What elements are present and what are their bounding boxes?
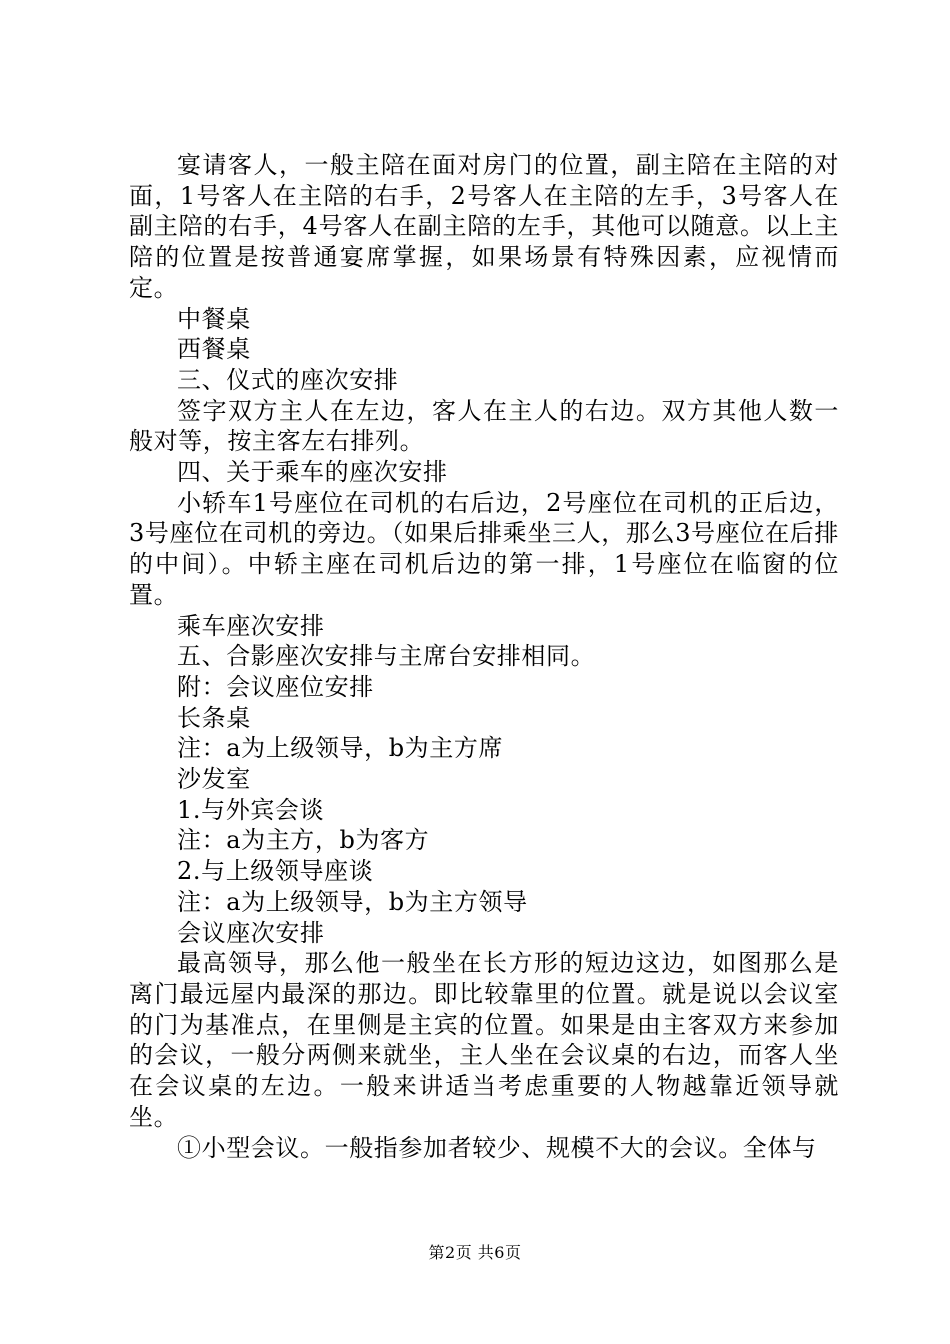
label-sofa-room: 沙发室 xyxy=(177,765,251,794)
paragraph-banquet-seating: 宴请客人，一般主陪在面对房门的位置，副主陪在主陪的对面，1号客人在主陪的右手，2号客人在主陪的左手，3号客人在副主陪的右手，4号客人在副主陪的左手，其他可以随意。以上主陪的位置是按普通宴席掌握，如果场景有特殊因素，应视情而定。 xyxy=(129,151,839,302)
page-footer: 第2页 共6页 xyxy=(428,1243,522,1262)
paragraph-meeting-seating: 最高领导，那么他一般坐在长方形的短边这边，如图那么是离门最远屋内最深的那边。即比较靠里的位置。就是说以会议室的门为基准点，在里侧是主宾的位置。如果是由主客双方来参加的会议，一般分两侧来就坐，主人坐在会议桌的右边，而客人坐在会议桌的左边。一般来讲适当考虑重要的人物越靠近领导就坐。 xyxy=(129,949,839,1131)
heading-ceremony-seating: 三、仪式的座次安排 xyxy=(177,365,399,394)
label-chinese-table: 中餐桌 xyxy=(177,304,251,333)
label-vehicle-seating: 乘车座次安排 xyxy=(177,611,325,640)
paragraph-small-meeting: ①小型会议。一般指参加者较少、规模不大的会议。全体与 xyxy=(177,1133,817,1162)
paragraph-signing-seating: 签字双方主人在左边，客人在主人的右边。双方其他人数一般对等，按主客左右排列。 xyxy=(129,396,839,456)
note-superior-talks: 注：a为上级领导，b为主方领导 xyxy=(177,887,528,916)
paragraph-car-seating: 小轿车1号座位在司机的右后边，2号座位在司机的正后边，3号座位在司机的旁边。（如果后排乘坐三人，那么3号座位在后排的中间）。中轿主座在司机后边的第一排，1号座位在临窗的位置。 xyxy=(129,488,839,609)
heading-photo-seating: 五、合影座次安排与主席台安排相同。 xyxy=(177,642,596,671)
heading-vehicle-seating: 四、关于乘车的座次安排 xyxy=(177,458,448,487)
note-foreign-guest-talks: 注：a为主方，b为客方 xyxy=(177,826,430,855)
label-long-table: 长条桌 xyxy=(177,703,251,732)
label-western-table: 西餐桌 xyxy=(177,335,251,364)
label-superior-talks: 2.与上级领导座谈 xyxy=(177,857,374,886)
heading-meeting-seating: 会议座次安排 xyxy=(177,918,325,947)
document-body xyxy=(129,150,839,1163)
label-foreign-guest-talks: 1.与外宾会谈 xyxy=(177,795,325,824)
heading-appendix-meeting: 附：会议座位安排 xyxy=(177,672,374,701)
note-long-table: 注：a为上级领导，b为主方席 xyxy=(177,734,504,763)
